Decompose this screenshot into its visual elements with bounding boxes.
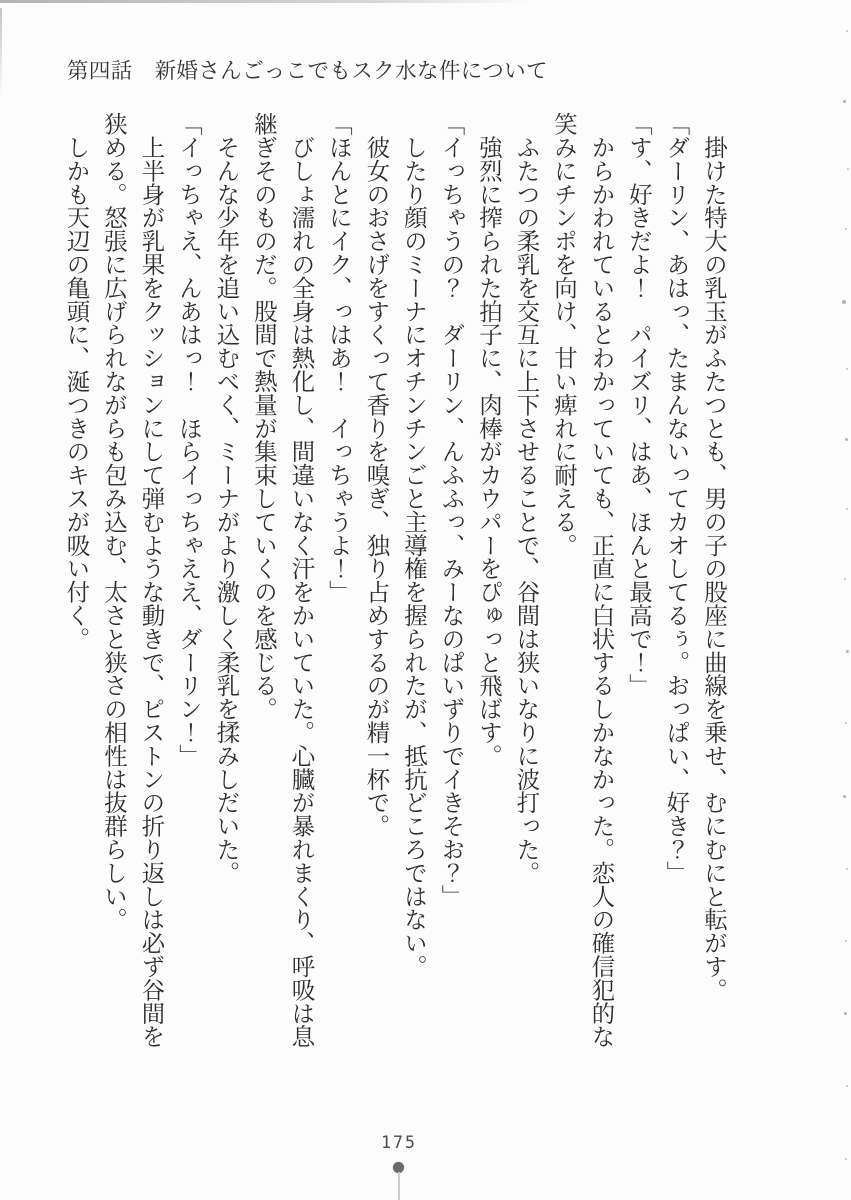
scan-speck [846, 650, 849, 653]
text-line-13: 継ぎそのものだ。股間で熱量が集束していくのを感じる。 [250, 112, 276, 721]
text-line-4: からかわれているとわかっていても、正直に白状するしかなかった。恋人の確信犯的な [587, 112, 614, 1048]
scan-speck [846, 368, 848, 370]
text-line-1: 掛けた特大の乳玉がふたつとも、男の子の股座に曲線を乗せ、むにむにと転がす。 [700, 112, 726, 1002]
scan-speck [845, 940, 847, 942]
scan-speck [847, 168, 849, 170]
body-text [56, 112, 731, 1057]
scan-speck [846, 1085, 848, 1087]
scan-speck [844, 578, 846, 580]
page-ornament-line [398, 1172, 400, 1200]
text-line-18: しかも天辺の亀頭に、涎つきのキスが吸い付く。 [62, 112, 89, 651]
scan-speck [845, 1158, 847, 1160]
text-line-6: ふたつの柔乳を交互に上下させることで、谷間は狭いなりに波打った。 [512, 112, 539, 885]
text-line-2: 「ダーリン、あはっ、たまんないってカオしてるぅ。おっぱい、好き？」 [662, 112, 689, 885]
text-line-7: 強烈に搾られた拍子に、肉棒がカウパーをぴゅっと飛ばす。 [475, 112, 501, 768]
scan-speck [844, 1012, 847, 1015]
text-line-5: 笑みにチンポを向け、甘い痺れに耐える。 [550, 112, 576, 557]
scan-speck [846, 868, 848, 870]
text-line-17: 狭める。怒張に広げられながらも包み込む、太さと狭さの相性は抜群らしい。 [100, 112, 126, 931]
scan-speck [846, 30, 848, 32]
text-line-8: 「イっちゃうの？ ダーリン、んふふっ、みーなのぱいずりでイきそお？」 [437, 112, 464, 908]
chapter-title: 第四話 新婚さんごっこでもスク水な件について [67, 59, 548, 83]
text-line-16: 上半身が乳果をクッションにして弾むような動きで、ピストンの折り返しは必ず谷間を [137, 112, 164, 1048]
text-line-15: 「イっちゃえ、んあはっ！ ほらイっちゃええ、ダーリン！」 [175, 112, 201, 768]
page-number: 175 [381, 1133, 417, 1152]
scan-edge-top [0, 0, 532, 3]
text-line-10: 彼女のおさげをすくって香りを嗅ぎ、独り占めするのが精一杯で。 [362, 112, 389, 838]
scan-speck [843, 795, 846, 798]
text-line-11: 「ほんとにイク、っはあ！ イっちゃうよ！」 [325, 112, 351, 604]
scan-speck [845, 438, 848, 441]
text-line-12: びしょ濡れの全身は熱化し、間違いなく汗をかいていた。心臓が暴れまくり、呼吸は息 [287, 112, 314, 1048]
text-line-3: 「す、好きだよ！ パイズリ、はあ、ほんと最高で！」 [625, 112, 651, 697]
scan-speck [845, 228, 847, 230]
scan-speck [842, 300, 846, 304]
text-line-9: したり顔のミーナにオチンチンごと主導権を握られたが、抵抗どころではない。 [400, 112, 426, 978]
scan-speck [846, 508, 848, 510]
scan-speck [845, 722, 847, 724]
scan-edge-left [0, 8, 2, 98]
text-line-14: そんな少年を追い込むべく、ミーナがより激しく柔乳を揉みしだいた。 [212, 112, 239, 885]
scan-speck [843, 100, 846, 103]
